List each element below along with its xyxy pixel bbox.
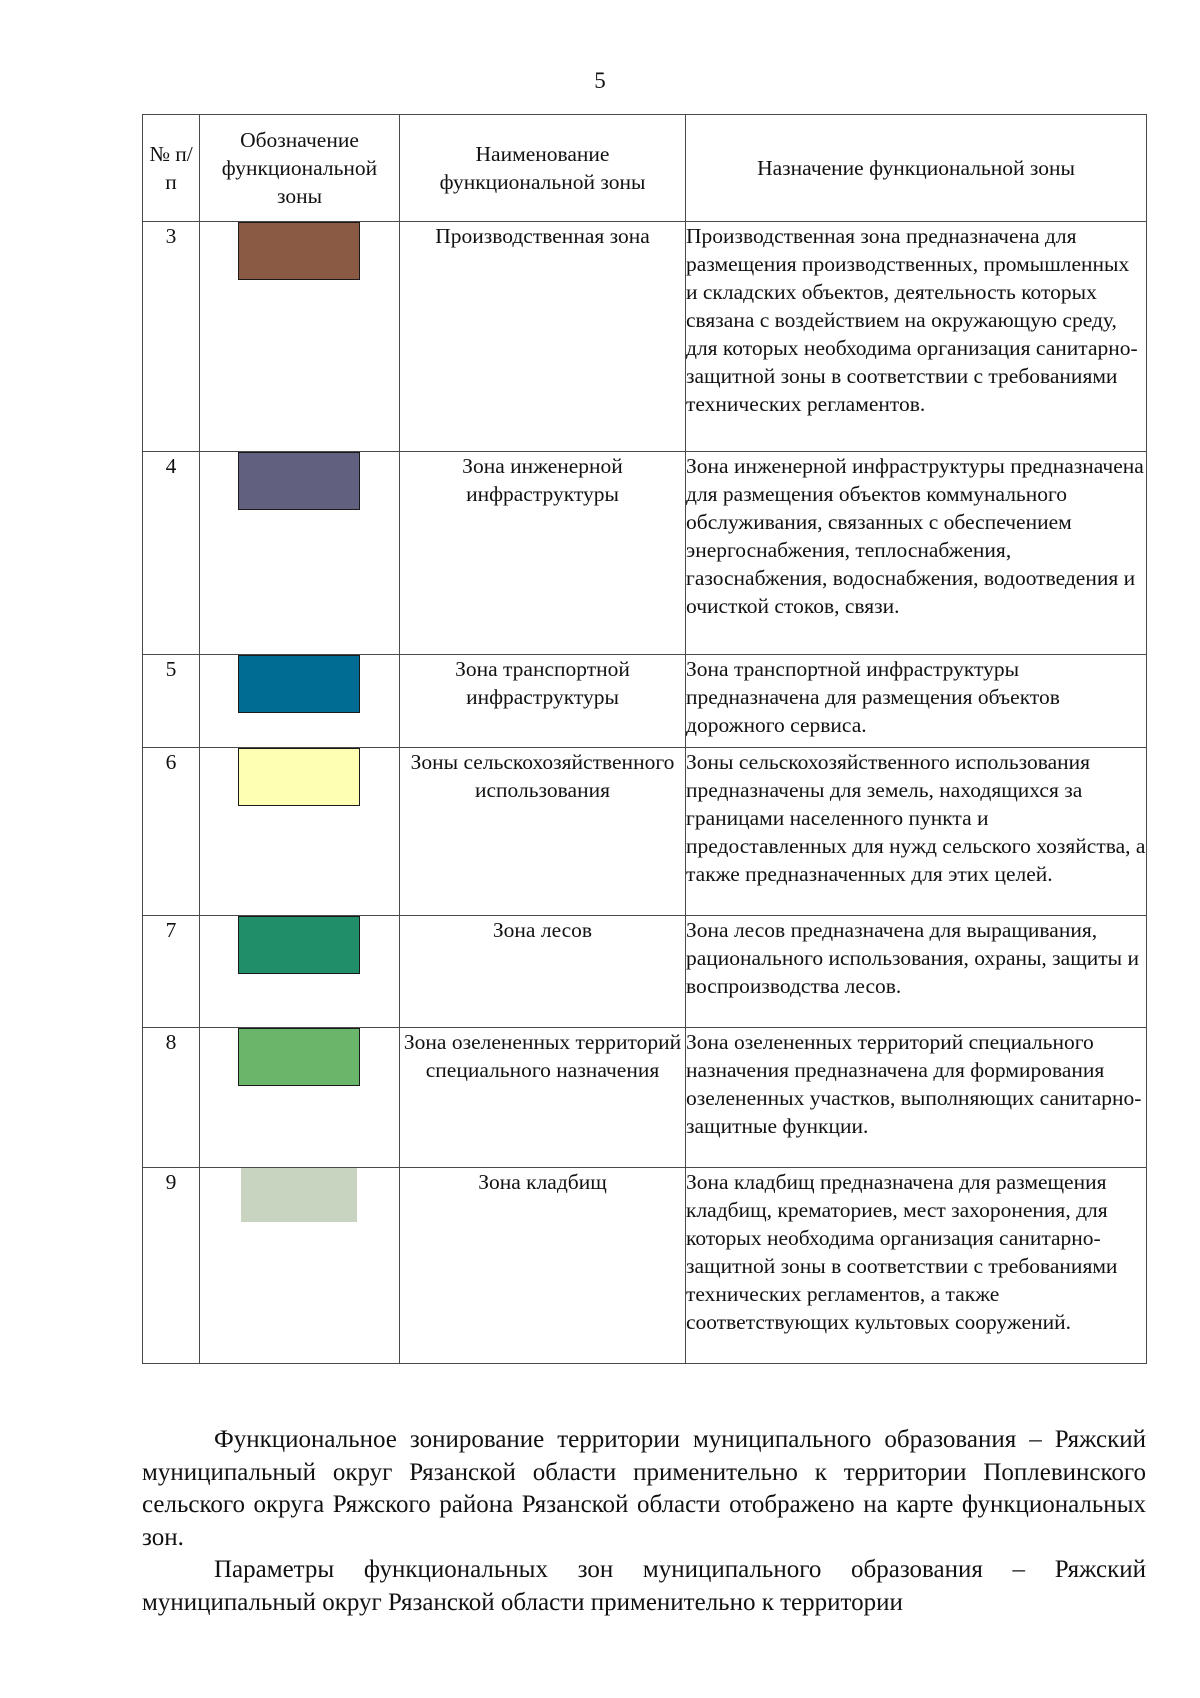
zone-color-swatch (238, 222, 360, 280)
table-body (143, 222, 1147, 1364)
zone-purpose: Зоны сельскохозяйственного использования предназначены для земель, находящихся за границами населенного пункта и предоставленных для нужд сельского хозяйства, а также предназначенных для этих целей. (686, 748, 1147, 916)
zone-purpose: Зона озелененных территорий специального назначения предназначена для формирования озелененных участков, выполняющих санитарно-защитные функции. (686, 1028, 1147, 1168)
table-header-row (143, 115, 1147, 222)
page-number: 5 (594, 68, 606, 93)
functional-zones-table (142, 114, 1147, 1364)
table-row (143, 916, 1147, 1028)
zone-symbol-cell (200, 916, 400, 1028)
zone-color-swatch (238, 452, 360, 510)
table-row (143, 748, 1147, 916)
zone-name: Зоны сельскохозяйственного использования (400, 748, 686, 916)
zone-color-swatch (241, 1168, 357, 1222)
header-name: Наименование функциональной зоны (400, 115, 686, 222)
row-number: 8 (143, 1028, 200, 1168)
zone-color-swatch (238, 1028, 360, 1086)
zone-color-swatch (238, 748, 360, 806)
zone-purpose: Зона кладбищ предназначена для размещения кладбищ, крематориев, мест захоронения, для которых необходима организация санитарно-защитной зоны в соответствии с требованиями технических регламентов, а также соответствующих культовых сооружений. (686, 1168, 1147, 1364)
table-row (143, 655, 1147, 748)
table-row (143, 1168, 1147, 1364)
row-number: 6 (143, 748, 200, 916)
paragraph-zoning-map: Функциональное зонирование территории муниципального образования – Ряжский муниципальный округ Рязанской области применительно к территории Поплевинского сельского округа Ряжского района Рязанской области отображено на карте функциональных зон. (142, 1426, 1146, 1551)
header-purpose: Назначение функциональной зоны (686, 115, 1147, 222)
zone-symbol-cell (200, 452, 400, 655)
zone-name: Зона транспортной инфраструктуры (400, 655, 686, 748)
zone-symbol-cell (200, 655, 400, 748)
zone-purpose: Зона инженерной инфраструктуры предназначена для размещения объектов коммунального обслуживания, связанных с обеспечением энергоснабжения, теплоснабжения, газоснабжения, водоснабжения, водоотведения и очисткой стоков, связи. (686, 452, 1147, 655)
zone-purpose: Зона лесов предназначена для выращивания, рационального использования, охраны, защиты и воспроизводства лесов. (686, 916, 1147, 1028)
table-row (143, 452, 1147, 655)
row-number: 7 (143, 916, 200, 1028)
zone-name: Производственная зона (400, 222, 686, 452)
zone-name: Зона инженерной инфраструктуры (400, 452, 686, 655)
row-number: 9 (143, 1168, 200, 1364)
zone-symbol-cell (200, 1028, 400, 1168)
zone-color-swatch (238, 916, 360, 974)
zone-color-swatch (238, 655, 360, 713)
zone-name: Зона кладбищ (400, 1168, 686, 1364)
zone-purpose: Производственная зона предназначена для размещения производственных, промышленных и складских объектов, деятельность которых связана с воздействием на окружающую среду, для которых необходима организация санитарно-защитной зоны в соответствии с требованиями технических регламентов. (686, 222, 1147, 452)
table-row (143, 1028, 1147, 1168)
paragraph-zone-parameters: Параметры функциональных зон муниципального образования – Ряжский муниципальный округ Рязанской области применительно к территории (142, 1556, 1146, 1616)
row-number: 3 (143, 222, 200, 452)
zone-purpose: Зона транспортной инфраструктуры предназначена для размещения объектов дорожного сервиса. (686, 655, 1147, 748)
zone-name: Зона озелененных территорий специального назначения (400, 1028, 686, 1168)
row-number: 4 (143, 452, 200, 655)
zone-symbol-cell (200, 748, 400, 916)
header-num: № п/п (143, 115, 200, 222)
table-row (143, 222, 1147, 452)
row-number: 5 (143, 655, 200, 748)
header-symbol: Обозначение функциональной зоны (200, 115, 400, 222)
zone-name: Зона лесов (400, 916, 686, 1028)
zone-symbol-cell (200, 1168, 400, 1364)
zone-symbol-cell (200, 222, 400, 452)
